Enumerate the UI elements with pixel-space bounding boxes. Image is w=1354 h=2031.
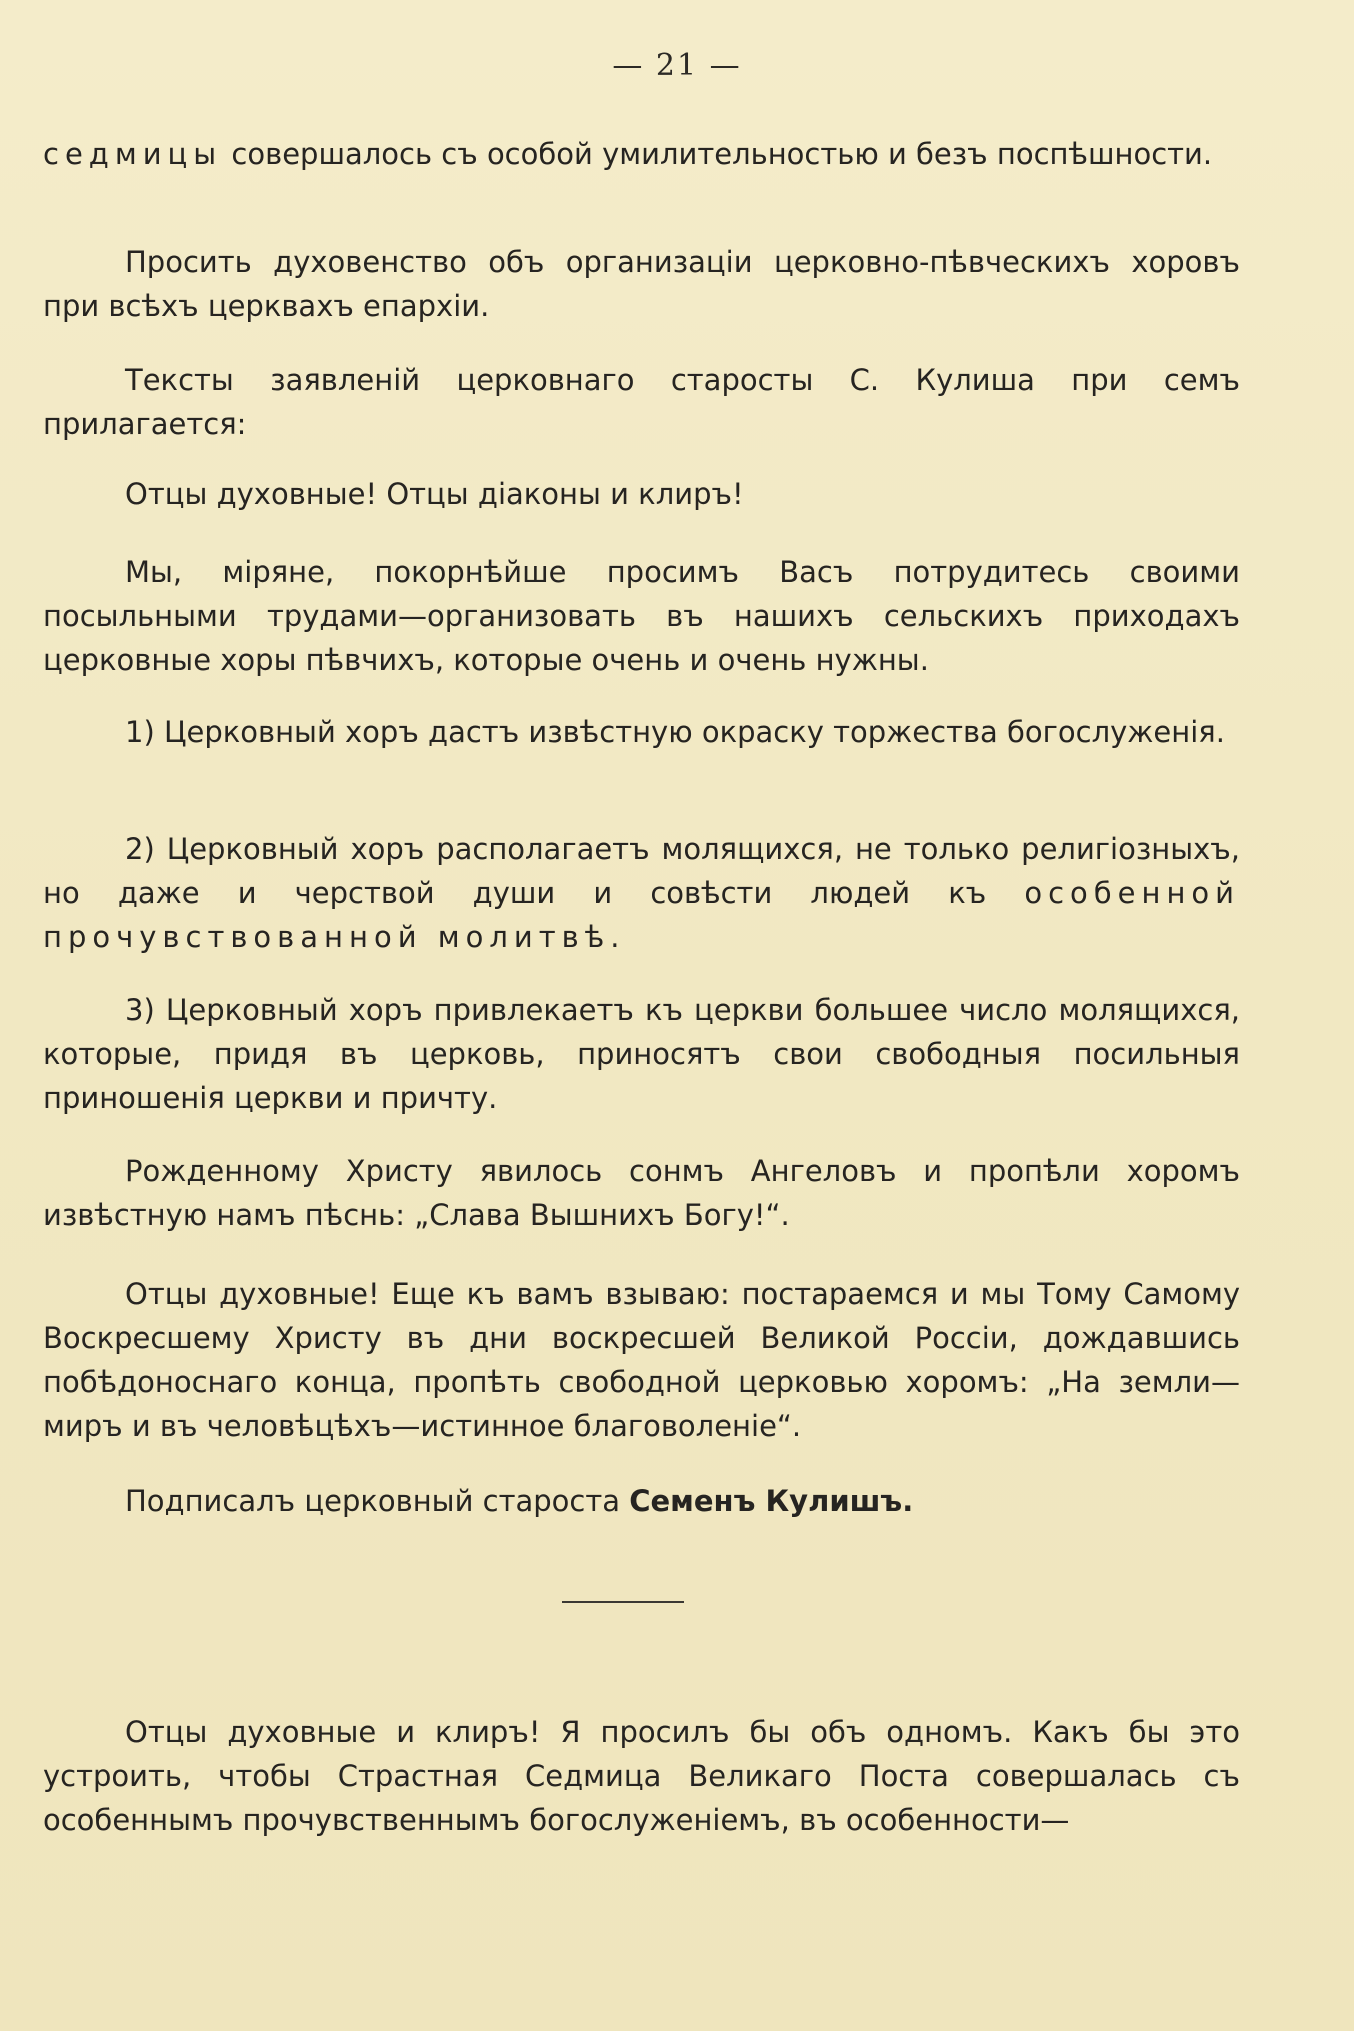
signature-name: Семенъ Кулишъ. <box>629 1484 914 1518</box>
address-paragraph: Отцы духовные! Отцы діаконы и клиръ! <box>125 477 744 511</box>
list-item-2-text: 2) Церковный хоръ располагаетъ молящихся, не только религіозныхъ, но даже и черствой души и совѣсти людей къ <box>43 832 1240 910</box>
list-item-1: 1) Церковный хоръ дастъ извѣстную окраску торжества богослуженія. <box>125 715 1225 749</box>
continuation-text: совершалось съ особой умилительностью и безъ поспѣшности. <box>231 137 1213 171</box>
continuation-paragraph <box>43 132 1240 176</box>
list-item-3: 3) Церковный хоръ привлекаетъ къ церкви большее число молящихся, которые, придя въ церковь, приносятъ свои свободныя посильныя приношенія церкви и причту. <box>43 993 1240 1115</box>
signature-line <box>43 1479 1240 1523</box>
appeal-paragraph: Отцы духовные! Еще къ вамъ взываю: постараемся и мы Тому Самому Воскресшему Христу въ дни воскресшей Великой Россіи, дождавшись побѣдоноснаго конца, пропѣть свободной церковью хоромъ: „На земли—миръ и въ человѣцѣхъ—истинное благоволеніе“. <box>43 1277 1240 1443</box>
list-item-2 <box>43 827 1240 959</box>
second-letter-paragraph: Отцы духовные и клиръ! Я просилъ бы объ одномъ. Какъ бы это устроить, чтобы Страстная Седмица Великаго Поста совершалась съ особеннымъ прочувственнымъ богослуженіемъ, въ особенности— <box>43 1715 1240 1837</box>
section-divider <box>562 1601 684 1603</box>
request-choirs-paragraph: Просить духовенство объ организаціи церковно-пѣвческихъ хоровъ при всѣхъ церквахъ епархіи. <box>43 245 1240 323</box>
continuation-spaced-word: седмицы <box>43 137 223 171</box>
signature-prefix: Подписалъ церковный староста <box>125 1484 620 1518</box>
petition-paragraph: Мы, міряне, покорнѣйше просимъ Васъ потрудитесь своими посыльными трудами—организовать въ нашихъ сельскихъ приходахъ церковные хоры пѣвчихъ, которые очень и очень нужны. <box>43 555 1240 677</box>
list-item-2-spaced-text: особенной прочувствованной молитвѣ. <box>43 876 1241 954</box>
nativity-paragraph: Рожденному Христу явилось сонмъ Ангеловъ и пропѣли хоромъ извѣстную намъ пѣснь: „Слава Вышнихъ Богу!“. <box>43 1154 1240 1232</box>
texts-attached-paragraph: Тексты заявленій церковнаго старосты С. Кулиша при семъ прилагается: <box>43 363 1240 441</box>
page-number: — 21 — <box>612 48 742 83</box>
